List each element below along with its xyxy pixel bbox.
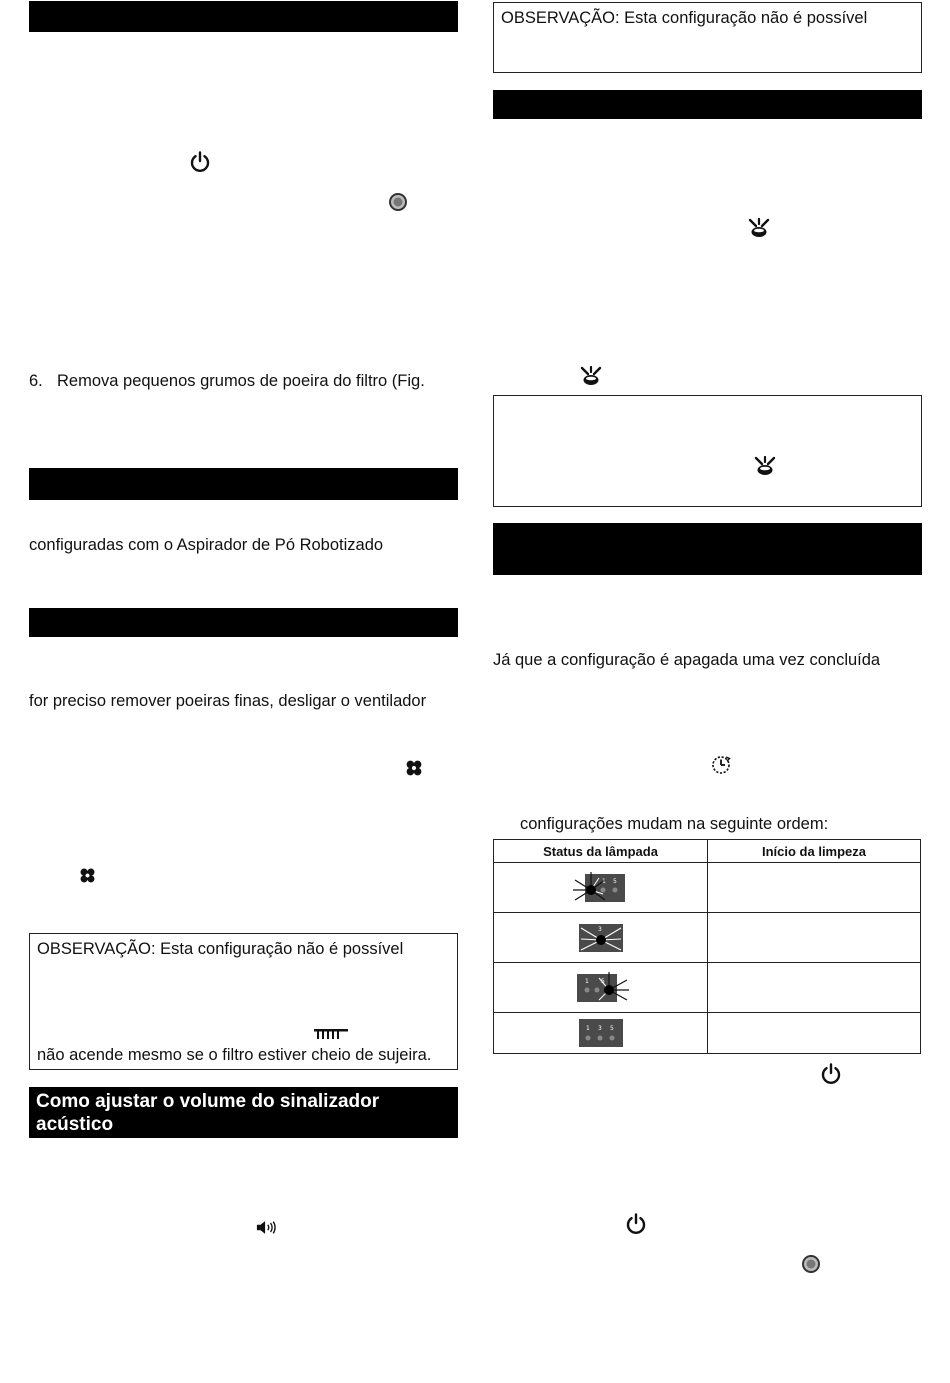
section-bar-3: [29, 608, 458, 637]
info-box-right: [493, 395, 922, 507]
svg-text:1: 1: [585, 1025, 590, 1032]
svg-text:1: 1: [584, 977, 589, 985]
svg-text:5: 5: [600, 977, 605, 985]
header-start-cleaning: Início da limpeza: [708, 840, 921, 863]
note-box-right: [493, 2, 922, 73]
lamp-status-table: [493, 839, 921, 1054]
start-cleaning-cell: [708, 913, 921, 963]
fan-icon: [405, 759, 423, 777]
lamp-status-cell: [494, 963, 708, 1013]
section-bar-2: [29, 468, 458, 500]
note-box-left-line1: OBSERVAÇÃO: Esta configuração não é possível: [37, 940, 404, 958]
svg-text:5: 5: [612, 877, 617, 885]
start-cleaning-cell: [708, 863, 921, 913]
lamp-3-lit-icon: [571, 920, 631, 956]
dust-icon: [580, 366, 602, 386]
paragraph-configuradas: configuradas com o Aspirador de Pó Robotizado: [29, 536, 384, 554]
note-box-left-line2: não acende mesmo se o filtro estiver cheio de sujeira.: [37, 1046, 432, 1064]
section-bar-right-2: [493, 523, 922, 575]
table-header-row: [494, 840, 921, 863]
power-icon: [188, 150, 212, 174]
volume-heading: Como ajustar o volume do sinalizador acústico: [29, 1087, 458, 1138]
lamp-status-cell: [494, 1013, 708, 1054]
timer-icon: [711, 755, 731, 775]
svg-text:5: 5: [609, 1025, 614, 1032]
dust-icon: [754, 456, 776, 476]
step-6-number: 6.: [29, 372, 43, 390]
lamp-status-cell: [494, 913, 708, 963]
svg-text:1: 1: [601, 877, 606, 885]
filter-icon: [313, 1028, 349, 1040]
power-icon: [819, 1062, 843, 1086]
table-row: [494, 863, 921, 913]
start-cleaning-cell: [708, 1013, 921, 1054]
lamp-off-icon: [571, 1016, 631, 1050]
note-box-left: [29, 933, 458, 1070]
paragraph-fan: for preciso remover poeiras finas, desligar o ventilador: [29, 692, 427, 710]
lamp-5-lit-icon: [571, 970, 631, 1006]
start-cleaning-cell: [708, 963, 921, 1013]
svg-text:3: 3: [597, 925, 602, 933]
note-box-right-text: OBSERVAÇÃO: Esta configuração não é possível: [501, 9, 868, 27]
section-bar-right-1: [493, 90, 922, 119]
header-lamp-status: Status da lâmpada: [494, 840, 708, 863]
speaker-volume-icon: [256, 1220, 276, 1235]
svg-text:3: 3: [597, 1025, 602, 1032]
paragraph-config-apagada: Já que a configuração é apagada uma vez concluída: [493, 651, 881, 669]
section-bar-1: [29, 1, 458, 32]
lamp-status-cell: [494, 863, 708, 913]
start-button-icon: [801, 1254, 821, 1274]
dust-icon: [748, 218, 770, 238]
start-button-icon: [388, 192, 408, 212]
lamp-1-lit-icon: [571, 870, 631, 906]
paragraph-ordem: configurações mudam na seguinte ordem:: [520, 815, 829, 833]
table-row: [494, 963, 921, 1013]
table-row: [494, 913, 921, 963]
power-icon: [624, 1212, 648, 1236]
table-row: [494, 1013, 921, 1054]
step-6-text: Remova pequenos grumos de poeira do filtro (Fig.: [57, 372, 425, 390]
fan-icon: [79, 867, 96, 884]
